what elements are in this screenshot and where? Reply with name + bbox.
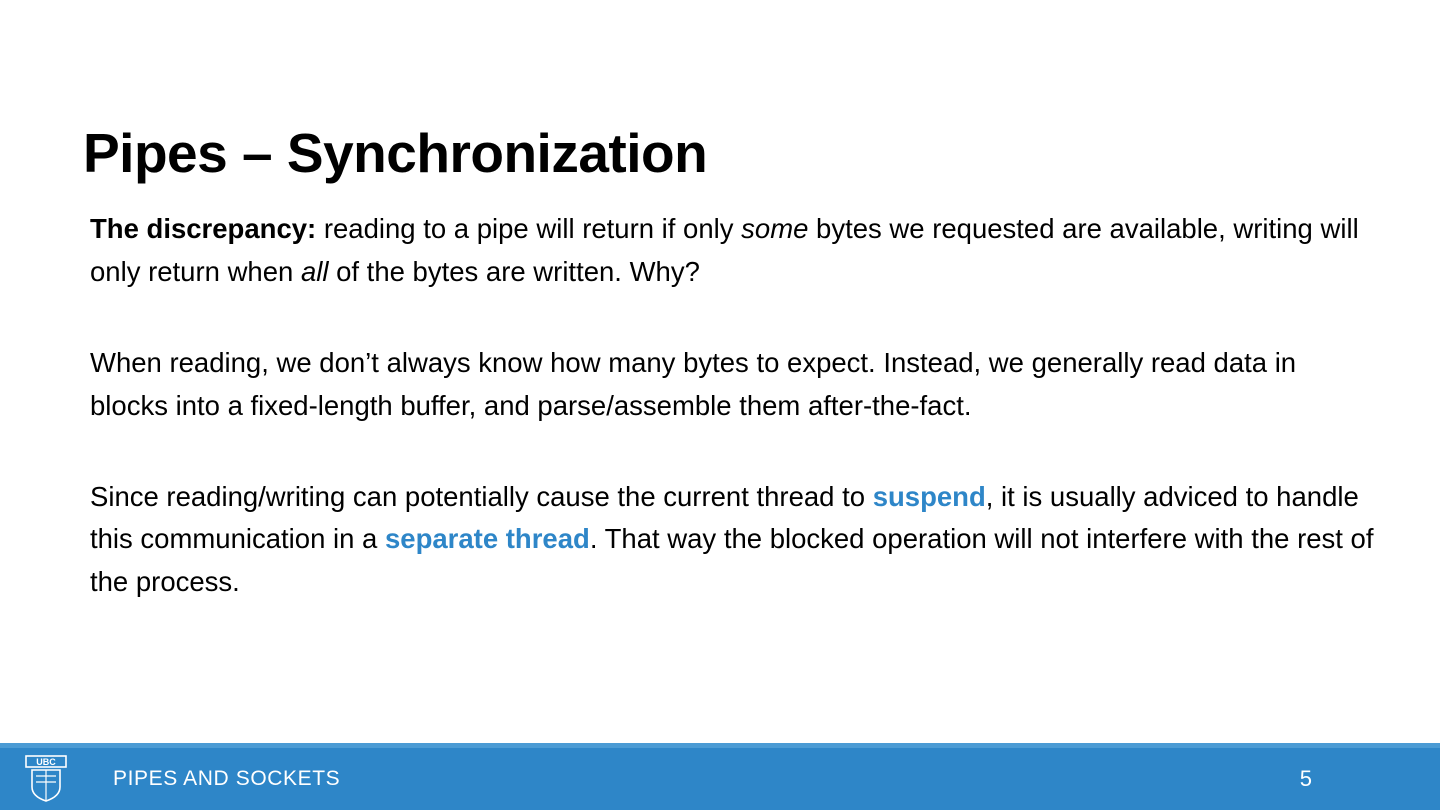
highlight-suspend: suspend <box>872 480 986 512</box>
ubc-logo-icon <box>22 754 70 804</box>
paragraph-threading <box>90 476 1375 605</box>
svg-text:UBC: UBC <box>36 757 56 767</box>
discrepancy-emphasis-all: all <box>300 255 329 287</box>
footer-page-number: 5 <box>1299 766 1312 791</box>
threading-text-2: , it is usually adviced to handle this communication in a <box>90 480 1359 555</box>
slide-body <box>90 208 1375 604</box>
discrepancy-text-2: bytes we requested are available, writing will only return when <box>90 213 1359 287</box>
highlight-separate-thread: separate thread <box>385 523 590 555</box>
threading-text-3: . That way the blocked operation will not interfere with the rest of the process. <box>90 523 1374 598</box>
footer-label: PIPES AND SOCKETS <box>113 767 341 790</box>
reading-blocks-text: When reading, we don’t always know how many bytes to expect. Instead, we generally read data in blocks into a fixed-length buffer, and parse/assemble them after-the-fact. <box>90 346 1297 421</box>
page-title: Pipes – Synchronization <box>83 121 708 184</box>
threading-text-1: Since reading/writing can potentially cause the current thread to <box>90 480 873 512</box>
paragraph-discrepancy <box>90 208 1375 294</box>
discrepancy-text-3: of the bytes are written. Why? <box>328 255 700 287</box>
paragraph-reading-blocks <box>90 342 1375 428</box>
discrepancy-lead: The discrepancy: <box>90 213 317 244</box>
discrepancy-text-1: reading to a pipe will return if only <box>316 213 742 244</box>
discrepancy-emphasis-some: some <box>741 213 809 244</box>
